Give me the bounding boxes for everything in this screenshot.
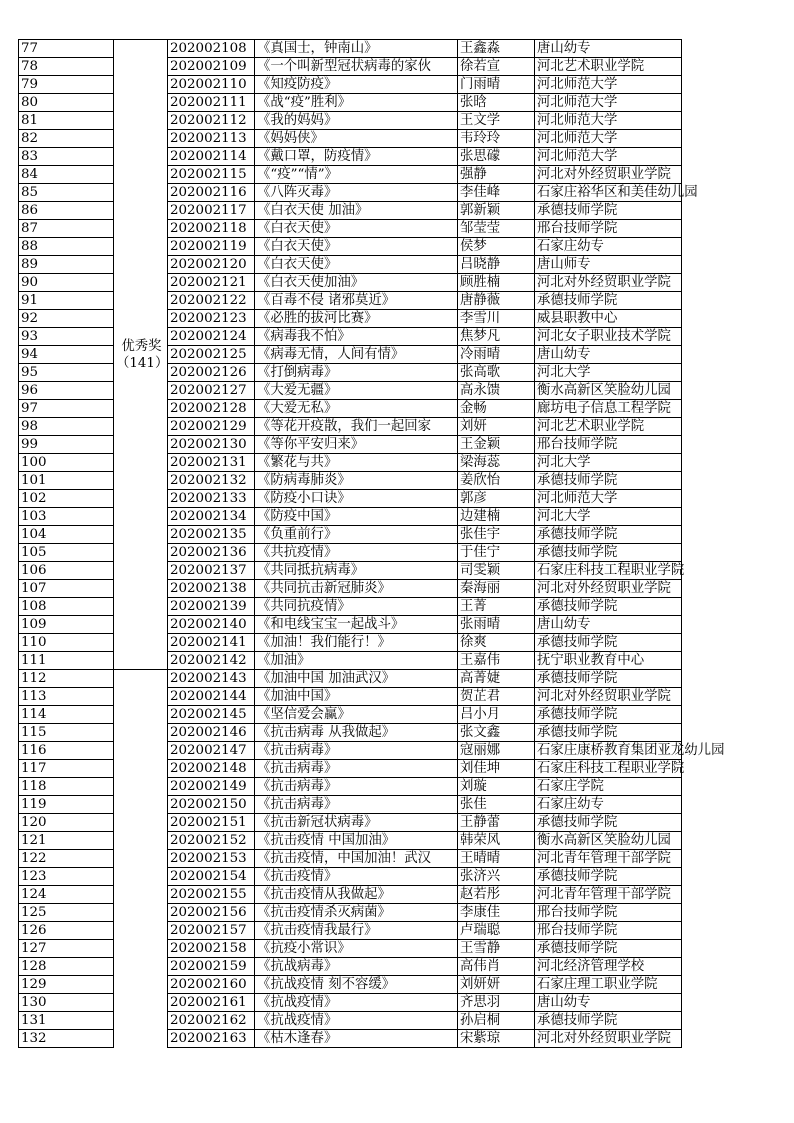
work-title: 《白衣天使加油》: [255, 274, 458, 292]
entry-id: 202002141: [168, 634, 255, 652]
work-title: 《“疫”“情”》: [255, 166, 458, 184]
work-title: 《等你平安归来》: [255, 436, 458, 454]
author-name: 强静: [458, 166, 535, 184]
entry-id: 202002145: [168, 706, 255, 724]
row-number: 87: [19, 220, 114, 238]
award-group-cell-continued: [114, 670, 168, 1048]
entry-id: 202002147: [168, 742, 255, 760]
row-number: 101: [19, 472, 114, 490]
row-number: 125: [19, 904, 114, 922]
school-name: 石家庄幼专: [535, 796, 682, 814]
work-title: 《大爱无私》: [255, 400, 458, 418]
row-number: 128: [19, 958, 114, 976]
row-number: 122: [19, 850, 114, 868]
row-number: 132: [19, 1030, 114, 1048]
school-name: 河北对外经贸职业学院: [535, 166, 682, 184]
row-number: 80: [19, 94, 114, 112]
work-title: 《抗击病毒 从我做起》: [255, 724, 458, 742]
row-number: 131: [19, 1012, 114, 1030]
work-title: 《抗击疫情我最行》: [255, 922, 458, 940]
school-name: 石家庄学院: [535, 778, 682, 796]
work-title: 《抗击病毒》: [255, 796, 458, 814]
school-name: 石家庄科技工程职业学院: [535, 760, 682, 778]
author-name: 王晴晴: [458, 850, 535, 868]
entry-id: 202002150: [168, 796, 255, 814]
author-name: 唐静薇: [458, 292, 535, 310]
row-number: 107: [19, 580, 114, 598]
author-name: 李雪川: [458, 310, 535, 328]
school-name: 河北大学: [535, 454, 682, 472]
row-number: 114: [19, 706, 114, 724]
row-number: 98: [19, 418, 114, 436]
author-name: 刘妍妍: [458, 976, 535, 994]
work-title: 《抗击疫情 中国加油》: [255, 832, 458, 850]
row-number: 94: [19, 346, 114, 364]
school-name: 承德技师学院: [535, 814, 682, 832]
school-name: 邢台技师学院: [535, 922, 682, 940]
row-number: 126: [19, 922, 114, 940]
author-name: 卢瑞聪: [458, 922, 535, 940]
author-name: 侯梦: [458, 238, 535, 256]
work-title: 《病毒我不怕》: [255, 328, 458, 346]
entry-id: 202002156: [168, 904, 255, 922]
work-title: 《抗击新冠状病毒》: [255, 814, 458, 832]
row-number: 103: [19, 508, 114, 526]
author-name: 边建楠: [458, 508, 535, 526]
work-title: 《必胜的拔河比赛》: [255, 310, 458, 328]
school-name: 河北师范大学: [535, 130, 682, 148]
entry-id: 202002117: [168, 202, 255, 220]
author-name: 王文学: [458, 112, 535, 130]
row-number: 93: [19, 328, 114, 346]
author-name: 张佳宇: [458, 526, 535, 544]
author-name: 吕小月: [458, 706, 535, 724]
row-number: 121: [19, 832, 114, 850]
entry-id: 202002139: [168, 598, 255, 616]
author-name: 姜欣怡: [458, 472, 535, 490]
row-number: 118: [19, 778, 114, 796]
row-number: 82: [19, 130, 114, 148]
entry-id: 202002114: [168, 148, 255, 166]
school-name: 唐山幼专: [535, 346, 682, 364]
row-number: 116: [19, 742, 114, 760]
author-name: 邹莹莹: [458, 220, 535, 238]
entry-id: 202002108: [168, 40, 255, 58]
work-title: 《打倒病毒》: [255, 364, 458, 382]
school-name: 河北师范大学: [535, 76, 682, 94]
work-title: 《抗击疫情杀灭病菌》: [255, 904, 458, 922]
row-number: 97: [19, 400, 114, 418]
row-number: 123: [19, 868, 114, 886]
entry-id: 202002158: [168, 940, 255, 958]
work-title: 《大爱无疆》: [255, 382, 458, 400]
entry-id: 202002136: [168, 544, 255, 562]
row-number: 130: [19, 994, 114, 1012]
school-name: 承德技师学院: [535, 544, 682, 562]
row-number: 88: [19, 238, 114, 256]
entry-id: 202002134: [168, 508, 255, 526]
entry-id: 202002111: [168, 94, 255, 112]
author-name: 张济兴: [458, 868, 535, 886]
entry-id: 202002159: [168, 958, 255, 976]
entry-id: 202002130: [168, 436, 255, 454]
work-title: 《等花开疫散，我们一起回家: [255, 418, 458, 436]
work-title: 《抗击疫情从我做起》: [255, 886, 458, 904]
work-title: 《加油！我们能行！》: [255, 634, 458, 652]
school-name: 石家庄裕华区和美佳幼儿园: [535, 184, 682, 202]
school-name: 衡水高新区笑脸幼儿园: [535, 832, 682, 850]
school-name: 河北青年管理干部学院: [535, 886, 682, 904]
row-number: 78: [19, 58, 114, 76]
row-number: 83: [19, 148, 114, 166]
work-title: 《抗战病毒》: [255, 958, 458, 976]
school-name: 抚宁职业教育中心: [535, 652, 682, 670]
entry-id: 202002135: [168, 526, 255, 544]
entry-id: 202002126: [168, 364, 255, 382]
row-number: 96: [19, 382, 114, 400]
work-title: 《战“疫”胜利》: [255, 94, 458, 112]
row-number: 124: [19, 886, 114, 904]
school-name: 河北经济管理学校: [535, 958, 682, 976]
row-number: 113: [19, 688, 114, 706]
school-name: 河北师范大学: [535, 148, 682, 166]
author-name: 李康佳: [458, 904, 535, 922]
entry-id: 202002116: [168, 184, 255, 202]
school-name: 邢台技师学院: [535, 904, 682, 922]
school-name: 河北女子职业技术学院: [535, 328, 682, 346]
author-name: 张佳: [458, 796, 535, 814]
author-name: 徐若宣: [458, 58, 535, 76]
row-number: 110: [19, 634, 114, 652]
entry-id: 202002113: [168, 130, 255, 148]
table-row: [19, 40, 682, 58]
work-title: 《坚信爱会赢》: [255, 706, 458, 724]
author-name: 王嘉伟: [458, 652, 535, 670]
work-title: 《抗疫小常识》: [255, 940, 458, 958]
author-name: 吕晓静: [458, 256, 535, 274]
work-title: 《防疫中国》: [255, 508, 458, 526]
work-title: 《白衣天使》: [255, 256, 458, 274]
row-number: 120: [19, 814, 114, 832]
row-number: 85: [19, 184, 114, 202]
row-number: 79: [19, 76, 114, 94]
entry-id: 202002153: [168, 850, 255, 868]
row-number: 84: [19, 166, 114, 184]
row-number: 77: [19, 40, 114, 58]
work-title: 《共抗疫情》: [255, 544, 458, 562]
row-number: 92: [19, 310, 114, 328]
author-name: 高永馈: [458, 382, 535, 400]
work-title: 《戴口罩，防疫情》: [255, 148, 458, 166]
school-name: 承德技师学院: [535, 670, 682, 688]
entry-id: 202002137: [168, 562, 255, 580]
school-name: 承德技师学院: [535, 472, 682, 490]
school-name: 河北对外经贸职业学院: [535, 580, 682, 598]
row-number: 112: [19, 670, 114, 688]
school-name: 廊坊电子信息工程学院: [535, 400, 682, 418]
school-name: 唐山师专: [535, 256, 682, 274]
entry-id: 202002129: [168, 418, 255, 436]
work-title: 《共同抗击新冠肺炎》: [255, 580, 458, 598]
author-name: 宋紫琼: [458, 1030, 535, 1048]
row-number: 86: [19, 202, 114, 220]
work-title: 《八阵灭毒》: [255, 184, 458, 202]
entry-id: 202002122: [168, 292, 255, 310]
entry-id: 202002121: [168, 274, 255, 292]
school-name: 承德技师学院: [535, 724, 682, 742]
work-title: 《防病毒肺炎》: [255, 472, 458, 490]
school-name: 唐山幼专: [535, 40, 682, 58]
row-number: 108: [19, 598, 114, 616]
award-list-body: [19, 40, 725, 1048]
work-title: 《防疫小口诀》: [255, 490, 458, 508]
work-title: 《白衣天使》: [255, 238, 458, 256]
work-title: 《百毒不侵 诸邪莫近》: [255, 292, 458, 310]
author-name: 刘妍: [458, 418, 535, 436]
author-name: 张思礞: [458, 148, 535, 166]
author-name: 金畅: [458, 400, 535, 418]
work-title: 《一个叫新型冠状病毒的家伙: [255, 58, 458, 76]
entry-id: 202002146: [168, 724, 255, 742]
work-title: 《和电线宝宝一起战斗》: [255, 616, 458, 634]
author-name: 赵若彤: [458, 886, 535, 904]
school-name: 承德技师学院: [535, 292, 682, 310]
school-name: 河北青年管理干部学院: [535, 850, 682, 868]
entry-id: 202002123: [168, 310, 255, 328]
author-name: 郭彦: [458, 490, 535, 508]
author-name: 刘佳坤: [458, 760, 535, 778]
author-name: 门雨晴: [458, 76, 535, 94]
author-name: 高菁婕: [458, 670, 535, 688]
work-title: 《知疫防疫》: [255, 76, 458, 94]
school-name: 河北师范大学: [535, 112, 682, 130]
author-name: 刘璇: [458, 778, 535, 796]
author-name: 齐思羽: [458, 994, 535, 1012]
work-title: 《共同抗疫情》: [255, 598, 458, 616]
entry-id: 202002127: [168, 382, 255, 400]
author-name: 王鑫淼: [458, 40, 535, 58]
author-name: 王金颖: [458, 436, 535, 454]
entry-id: 202002148: [168, 760, 255, 778]
row-number: 100: [19, 454, 114, 472]
row-number: 102: [19, 490, 114, 508]
entry-id: 202002144: [168, 688, 255, 706]
row-number: 90: [19, 274, 114, 292]
work-title: 《加油中国 加油武汉》: [255, 670, 458, 688]
school-name: 河北大学: [535, 364, 682, 382]
work-title: 《白衣天使》: [255, 220, 458, 238]
entry-id: 202002154: [168, 868, 255, 886]
author-name: 张文鑫: [458, 724, 535, 742]
work-title: 《加油中国》: [255, 688, 458, 706]
row-number: 99: [19, 436, 114, 454]
row-number: 81: [19, 112, 114, 130]
work-title: 《白衣天使 加油》: [255, 202, 458, 220]
school-name: 威县职教中心: [535, 310, 682, 328]
entry-id: 202002138: [168, 580, 255, 598]
author-name: 司雯颖: [458, 562, 535, 580]
school-name: 承德技师学院: [535, 940, 682, 958]
row-number: 127: [19, 940, 114, 958]
entry-id: 202002149: [168, 778, 255, 796]
author-name: 张雨晴: [458, 616, 535, 634]
work-title: 《妈妈侠》: [255, 130, 458, 148]
work-title: 《抗击病毒》: [255, 742, 458, 760]
author-name: 寇丽娜: [458, 742, 535, 760]
row-number: 104: [19, 526, 114, 544]
school-name: 承德技师学院: [535, 1012, 682, 1030]
school-name: 承德技师学院: [535, 526, 682, 544]
entry-id: 202002155: [168, 886, 255, 904]
entry-id: 202002124: [168, 328, 255, 346]
author-name: 韦玲玲: [458, 130, 535, 148]
work-title: 《加油》: [255, 652, 458, 670]
entry-id: 202002143: [168, 670, 255, 688]
work-title: 《真国士，钟南山》: [255, 40, 458, 58]
school-name: 邢台技师学院: [535, 220, 682, 238]
award-count: （141）: [116, 355, 169, 371]
author-name: 顾胜楠: [458, 274, 535, 292]
entry-id: 202002110: [168, 76, 255, 94]
entry-id: 202002128: [168, 400, 255, 418]
work-title: 《共同抵抗病毒》: [255, 562, 458, 580]
work-title: 《抗击疫情，中国加油！武汉: [255, 850, 458, 868]
author-name: 梁海蕊: [458, 454, 535, 472]
row-number: 117: [19, 760, 114, 778]
entry-id: 202002109: [168, 58, 255, 76]
author-name: 韩荣风: [458, 832, 535, 850]
school-name: 石家庄科技工程职业学院: [535, 562, 682, 580]
school-name: 河北大学: [535, 508, 682, 526]
work-title: 《病毒无情，人间有情》: [255, 346, 458, 364]
entry-id: 202002118: [168, 220, 255, 238]
school-name: 河北师范大学: [535, 94, 682, 112]
school-name: 石家庄康桥教育集团亚龙幼儿园: [535, 742, 682, 760]
row-number: 119: [19, 796, 114, 814]
author-name: 张高歌: [458, 364, 535, 382]
author-name: 贺芷君: [458, 688, 535, 706]
row-number: 95: [19, 364, 114, 382]
work-title: 《我的妈妈》: [255, 112, 458, 130]
school-name: 河北师范大学: [535, 490, 682, 508]
author-name: 李佳峰: [458, 184, 535, 202]
row-number: 106: [19, 562, 114, 580]
author-name: 焦梦凡: [458, 328, 535, 346]
row-number: 89: [19, 256, 114, 274]
school-name: 河北对外经贸职业学院: [535, 1030, 682, 1048]
work-title: 《枯木逢春》: [255, 1030, 458, 1048]
work-title: 《抗击疫情》: [255, 868, 458, 886]
author-name: 秦海丽: [458, 580, 535, 598]
entry-id: 202002152: [168, 832, 255, 850]
work-title: 《抗战疫情 刻不容缓》: [255, 976, 458, 994]
work-title: 《繁花与共》: [255, 454, 458, 472]
school-name: 承德技师学院: [535, 598, 682, 616]
work-title: 《抗战疫情》: [255, 1012, 458, 1030]
entry-id: 202002140: [168, 616, 255, 634]
row-number: 129: [19, 976, 114, 994]
entry-id: 202002131: [168, 454, 255, 472]
award-group-cell: [114, 40, 168, 670]
author-name: 孙启桐: [458, 1012, 535, 1030]
author-name: 王菁: [458, 598, 535, 616]
entry-id: 202002157: [168, 922, 255, 940]
author-name: 王静蕾: [458, 814, 535, 832]
entry-id: 202002160: [168, 976, 255, 994]
school-name: 承德技师学院: [535, 634, 682, 652]
school-name: 邢台技师学院: [535, 436, 682, 454]
row-number: 111: [19, 652, 114, 670]
entry-id: 202002125: [168, 346, 255, 364]
school-name: 河北艺术职业学院: [535, 58, 682, 76]
author-name: 张晗: [458, 94, 535, 112]
entry-id: 202002162: [168, 1012, 255, 1030]
work-title: 《负重前行》: [255, 526, 458, 544]
award-label: 优秀奖: [121, 338, 162, 354]
entry-id: 202002161: [168, 994, 255, 1012]
entry-id: 202002120: [168, 256, 255, 274]
entry-id: 202002142: [168, 652, 255, 670]
author-name: 徐爽: [458, 634, 535, 652]
award-list-table: [18, 39, 725, 1048]
school-name: 衡水高新区笑脸幼儿园: [535, 382, 682, 400]
table-row: [19, 670, 682, 688]
entry-id: 202002115: [168, 166, 255, 184]
school-name: 河北对外经贸职业学院: [535, 688, 682, 706]
school-name: 石家庄理工职业学院: [535, 976, 682, 994]
school-name: 承德技师学院: [535, 202, 682, 220]
work-title: 《抗击病毒》: [255, 760, 458, 778]
entry-id: 202002112: [168, 112, 255, 130]
entry-id: 202002163: [168, 1030, 255, 1048]
work-title: 《抗战疫情》: [255, 994, 458, 1012]
school-name: 承德技师学院: [535, 706, 682, 724]
entry-id: 202002119: [168, 238, 255, 256]
author-name: 郭新颖: [458, 202, 535, 220]
school-name: 承德技师学院: [535, 868, 682, 886]
author-name: 于佳宁: [458, 544, 535, 562]
school-name: 唐山幼专: [535, 616, 682, 634]
school-name: 河北对外经贸职业学院: [535, 274, 682, 292]
school-name: 河北艺术职业学院: [535, 418, 682, 436]
entry-id: 202002133: [168, 490, 255, 508]
entry-id: 202002132: [168, 472, 255, 490]
row-number: 115: [19, 724, 114, 742]
author-name: 高伟肖: [458, 958, 535, 976]
school-name: 石家庄幼专: [535, 238, 682, 256]
entry-id: 202002151: [168, 814, 255, 832]
author-name: 冷雨晴: [458, 346, 535, 364]
row-number: 91: [19, 292, 114, 310]
row-number: 109: [19, 616, 114, 634]
author-name: 王雪静: [458, 940, 535, 958]
school-name: 唐山幼专: [535, 994, 682, 1012]
work-title: 《抗击病毒》: [255, 778, 458, 796]
row-number: 105: [19, 544, 114, 562]
